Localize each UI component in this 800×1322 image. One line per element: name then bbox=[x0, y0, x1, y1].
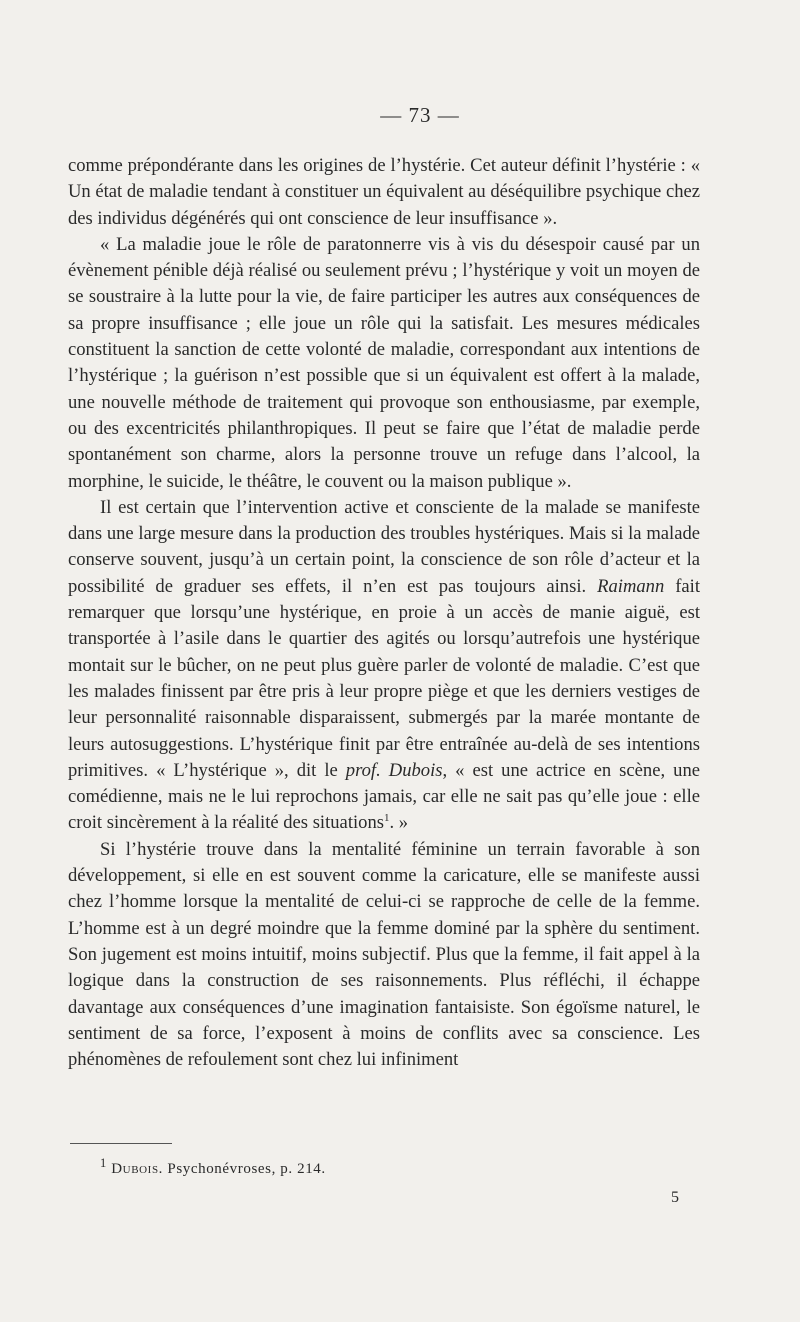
page-number: — 73 — bbox=[380, 103, 460, 127]
body-text bbox=[68, 153, 700, 1073]
signature-mark: 5 bbox=[671, 1189, 679, 1206]
paragraph-2: « La maladie joue le rôle de paratonnerre vis à vis du désespoir causé par un évènement pénible déjà réalisé ou seulement prévu ; l’hystérique y voit un moyen de se soustraire à la lutte pour la vie, de faire participer les autres aux conséquences de sa propre insuffisance ; elle joue un rôle qui la satisfait. Les mesures médicales constituent la sanction de cette volonté de maladie, correspondant aux intentions de l’hystérique ; la guérison n’est possible que si un équivalent est offert à la malade, une nouvelle méthode de traitement qui provoque son enthousiasme, par exemple, ou des excentricités philanthropiques. Il peut se faire que l’état de maladie perde spontanément son charme, alors la personne trouve un refuge dans l’alcool, la morphine, le suicide, le théâtre, le couvent ou la maison publique ». bbox=[68, 233, 700, 492]
author-raimann: Raimann bbox=[597, 575, 665, 597]
paragraph-3 bbox=[68, 495, 700, 837]
footnote-divider bbox=[70, 1143, 172, 1144]
author-dubois: prof. Dubois bbox=[345, 759, 443, 781]
paragraph-1: comme prépondérante dans les origines de l’hystérie. Cet auteur définit l’hystérie : « Un état de maladie tendant à constituer un équivalent au déséquilibre psychique chez des individus dégénérés qui ont conscience de leur insuffisance ». bbox=[68, 155, 700, 229]
footnote-number: 1 bbox=[100, 1156, 107, 1170]
paragraph-3-text-a: Il est certain que l’intervention active et consciente de la malade se manifeste dans une large mesure dans la production des troubles hystériques. Mais si la malade conserve souvent, jusqu’à un certain point, la conscience de son rôle d’acteur et la possibilité de graduer ses effets, il n’en est pas toujours ainsi. bbox=[68, 496, 700, 597]
paragraph-3-text-b: fait remarquer que lorsqu’une hystérique, en proie à un accès de manie aiguë, est transportée à l’asile dans le quartier des agités ou lorsqu’autrefois une hystérique montait sur le bûcher, on ne peut plus guère parler de volonté de maladie. C’est que les malades finissent par être pris à leur propre piège et que les derniers vestiges de leur personnalité raisonnable disparaissent, submergés par la marée montante de leurs autosuggestions. L’hystérique finit par être entraînée au-delà de ses intentions primitives. « L’hystérique », dit le bbox=[68, 575, 700, 781]
paragraph-4: Si l’hystérie trouve dans la mentalité féminine un terrain favorable à son développement, si elle en est souvent comme la caricature, elle se manifeste aussi chez l’homme lorsque la mentalité de celui-ci se rapproche de celle de la femme. L’homme est à un degré moindre que la femme dominé par la sphère du sentiment. Son jugement est moins intuitif, moins subjectif. Plus que la femme, il fait appel à la logique dans la construction de ses raisonnements. Plus réfléchi, il échappe davantage aux conséquences d’une imagination fantaisiste. Son égoïsme naturel, le sentiment de sa force, l’exposent à moins de conflits avec sa conscience. Les phénomènes de refoulement sont chez lui infiniment bbox=[68, 838, 700, 1071]
footnote-citation: . Psychonévroses, p. 214. bbox=[158, 1161, 326, 1177]
footnote-reference: 1 bbox=[383, 812, 390, 825]
footnote-author: Dubois bbox=[111, 1161, 159, 1177]
paragraph-3-text-d: . » bbox=[389, 812, 409, 834]
paragraph-3-text-c: , « est une actrice en scène, une comédienne, mais ne le lui reprochons jamais, car elle ne sait pas qu’elle joue : elle croit sincèrement à la réalité des situations bbox=[68, 759, 700, 834]
footnote bbox=[100, 1156, 326, 1178]
